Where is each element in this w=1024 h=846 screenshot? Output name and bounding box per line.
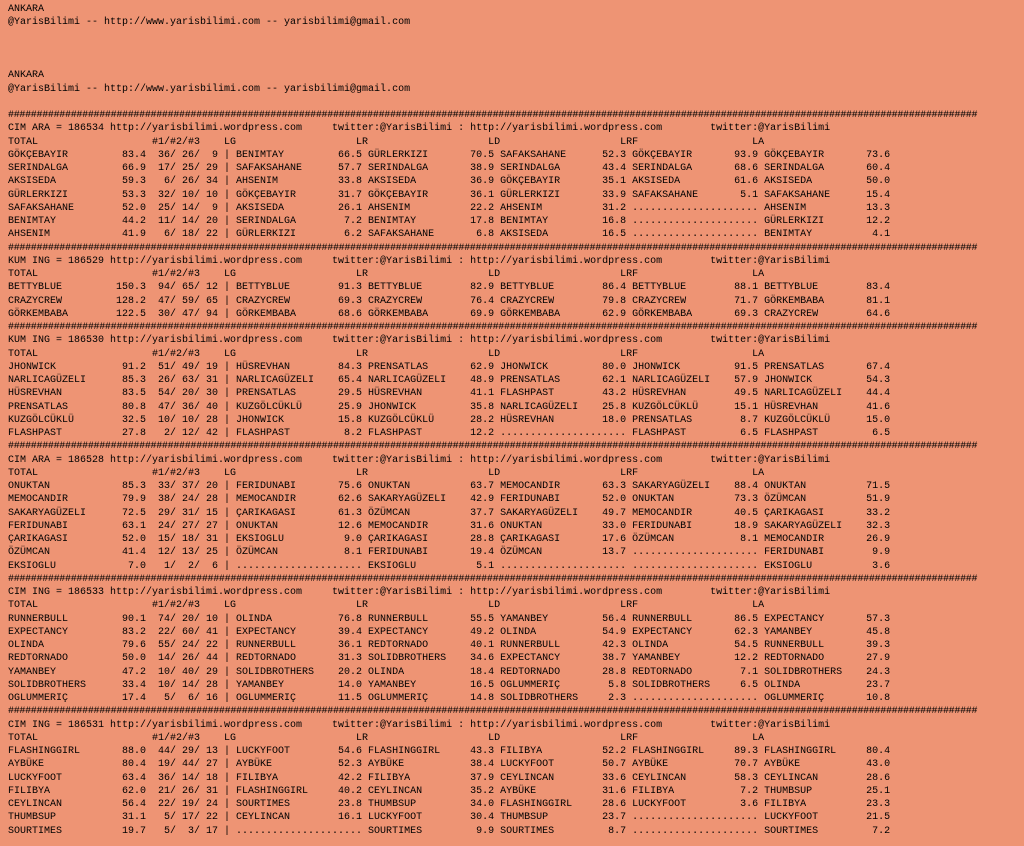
table-row: ÖZÜMCAN 41.4 12/ 13/ 25 | ÖZÜMCAN 8.1 FERIDUNABI 19.4 ÖZÜMCAN 13.7 ..................... FERIDUNABI 9.9 [8, 547, 891, 559]
table-row: CRAZYCREW 128.2 47/ 59/ 65 | CRAZYCREW 69.3 CRAZYCREW 76.4 CRAZYCREW 79.8 CRAZYCREW 71.7 GÖRKEMBABA 81.1 [8, 295, 891, 307]
table-row: CEYLINCAN 56.4 22/ 19/ 24 | SOURTIMES 23.8 THUMBSUP 34.0 FLASHINGGIRL 28.6 LUCKYFOOT 3.6 FILIBYA 23.3 [8, 799, 891, 810]
separator-line: ########################################################################################################################################################################## [8, 322, 978, 333]
text-line: ANKARA [8, 4, 45, 15]
table-row: AYBÜKE 80.4 19/ 44/ 27 | AYBÜKE 52.3 AYBÜKE 38.4 LUCKYFOOT 50.7 AYBÜKE 70.7 AYBÜKE 43.0 [8, 759, 891, 771]
table-row: BETTYBLUE 150.3 94/ 65/ 12 | BETTYBLUE 91.3 BETTYBLUE 82.9 BETTYBLUE 86.4 BETTYBLUE 88.1 BETTYBLUE 83.4 [8, 282, 891, 294]
text-line [8, 96, 1024, 109]
table-row: GÖRKEMBABA 122.5 30/ 47/ 94 | GÖRKEMBABA 68.6 GÖRKEMBABA 69.9 GÖRKEMBABA 62.9 GÖRKEMBABA 69.3 CRAZYCREW 64.6 [8, 308, 891, 320]
table-header-row: TOTAL #1/#2/#3 LG LR LD LRF LA [8, 600, 765, 612]
race-title-line: CIM ING = 186531 http://yarisbilimi.wordpress.com twitter:@YarisBilimi : http://yarisbilimi.wordpress.com twitter:@YarisBilimi [8, 719, 831, 731]
table-row: SOLIDBROTHERS 33.4 10/ 14/ 28 | YAMANBEY 14.0 YAMANBEY 16.5 OGLUMMERIÇ 5.8 SOLIDBROTHERS 6.5 OLINDA 23.7 [8, 679, 891, 691]
table-row: EKSIOGLU 7.0 1/ 2/ 6 | ..................... EKSIOGLU 5.1 ..................... ..................... EKSIOGLU 3.6 [8, 560, 891, 572]
text-line: ANKARA [8, 70, 45, 82]
table-row: MEMOCANDIR 79.9 38/ 24/ 28 | MEMOCANDIR 62.6 SAKARYAGÜZELI 42.9 FERIDUNABI 52.0 ONUKTAN 73.3 ÖZÜMCAN 51.9 [8, 494, 891, 506]
table-row: RUNNERBULL 90.1 74/ 20/ 10 | OLINDA 76.8 RUNNERBULL 55.5 YAMANBEY 56.4 RUNNERBULL 86.5 EXPECTANCY 57.3 [8, 613, 891, 625]
separator-line: ########################################################################################################################################################################## [8, 573, 978, 585]
table-row: ÇARIKAGASI 52.0 15/ 18/ 31 | EKSIOGLU 9.0 ÇARIKAGASI 28.8 ÇARIKAGASI 17.6 ÖZÜMCAN 8.1 MEMOCANDIR 26.9 [8, 534, 891, 545]
text-line [8, 43, 1024, 56]
separator-line: ########################################################################################################################################################################## [8, 110, 978, 121]
text-line [8, 30, 1024, 43]
separator-line: ########################################################################################################################################################################## [8, 242, 978, 254]
table-row: SAFAKSAHANE 52.0 25/ 14/ 9 | AKSISEDA 26.1 AHSENIM 22.2 AHSENIM 31.2 ..................... AHSENIM 13.3 [8, 202, 891, 214]
table-row: SAKARYAGÜZELI 72.5 29/ 31/ 15 | ÇARIKAGASI 61.3 ÖZÜMCAN 37.7 SAKARYAGÜZELI 49.7 MEMOCANDIR 40.5 ÇARIKAGASI 33.2 [8, 507, 891, 519]
table-row: THUMBSUP 31.1 5/ 17/ 22 | CEYLINCAN 16.1 LUCKYFOOT 30.4 THUMBSUP 23.7 ..................... LUCKYFOOT 21.5 [8, 812, 891, 824]
race-title-line: CIM ARA = 186528 http://yarisbilimi.wordpress.com twitter:@YarisBilimi : http://yarisbilimi.wordpress.com twitter:@YarisBilimi [8, 454, 831, 466]
table-header-row: TOTAL #1/#2/#3 LG LR LD LRF LA [8, 467, 765, 479]
text-line [8, 56, 1024, 69]
table-header-row: TOTAL #1/#2/#3 LG LR LD LRF LA [8, 348, 765, 360]
separator-line: ########################################################################################################################################################################## [8, 706, 978, 718]
table-row: GÜRLERKIZI 53.3 32/ 10/ 10 | GÖKÇEBAYIR 31.7 GÖKÇEBAYIR 36.1 GÜRLERKIZI 33.9 SAFAKSAHANE 5.1 SAFAKSAHANE 15.4 [8, 189, 891, 201]
table-row: KUZGÖLCÜKLÜ 32.5 10/ 10/ 28 | JHONWICK 15.8 KUZGÖLCÜKLÜ 28.2 HÜSREVHAN 18.0 PRENSATLAS 8.7 KUZGÖLCÜKLÜ 15.0 [8, 414, 891, 426]
table-row: AHSENIM 41.9 6/ 18/ 22 | GÜRLERKIZI 6.2 SAFAKSAHANE 6.8 AKSISEDA 16.5 ..................... BENIMTAY 4.1 [8, 229, 891, 241]
race-title-line: CIM ARA = 186534 http://yarisbilimi.wordpress.com twitter:@YarisBilimi : http://yarisbilimi.wordpress.com twitter:@YarisBilimi [8, 123, 831, 135]
table-row: FILIBYA 62.0 21/ 26/ 31 | FLASHINGGIRL 40.2 CEYLINCAN 35.2 AYBÜKE 31.6 FILIBYA 7.2 THUMBSUP 25.1 [8, 785, 891, 797]
race-title-line: KUM ING = 186530 http://yarisbilimi.wordpress.com twitter:@YarisBilimi : http://yarisbilimi.wordpress.com twitter:@YarisBilimi [8, 335, 831, 347]
table-header-row: TOTAL #1/#2/#3 LG LR LD LRF LA [8, 732, 765, 744]
table-row: SERINDALGA 66.9 17/ 25/ 29 | SAFAKSAHANE 57.7 SERINDALGA 38.9 SERINDALGA 43.4 SERINDALGA 68.6 SERINDALGA 60.4 [8, 163, 891, 174]
table-row: YAMANBEY 47.2 10/ 40/ 29 | SOLIDBROTHERS 20.2 OLINDA 18.4 REDTORNADO 28.8 REDTORNADO 7.1 SOLIDBROTHERS 24.3 [8, 666, 891, 678]
table-row: REDTORNADO 50.0 14/ 26/ 44 | REDTORNADO 31.3 SOLIDBROTHERS 34.6 EXPECTANCY 38.7 YAMANBEY 12.2 REDTORNADO 27.9 [8, 653, 891, 665]
table-row: NARLICAGÜZELI 85.3 26/ 63/ 31 | NARLICAGÜZELI 65.4 NARLICAGÜZELI 48.9 PRENSATLAS 62.1 NARLICAGÜZELI 57.9 JHONWICK 54.3 [8, 375, 891, 386]
table-row: AKSISEDA 59.3 6/ 26/ 34 | AHSENIM 33.8 AKSISEDA 36.9 GÖKÇEBAYIR 35.1 AKSISEDA 61.6 AKSISEDA 50.0 [8, 176, 891, 188]
table-row: ONUKTAN 85.3 33/ 37/ 20 | FERIDUNABI 75.6 ONUKTAN 63.7 MEMOCANDIR 63.3 SAKARYAGÜZELI 88.4 ONUKTAN 71.5 [8, 481, 891, 492]
table-row: OLINDA 79.6 55/ 24/ 22 | RUNNERBULL 36.1 REDTORNADO 40.1 RUNNERBULL 42.3 OLINDA 54.5 RUNNERBULL 39.3 [8, 640, 891, 651]
table-row: FLASHPAST 27.8 2/ 12/ 42 | FLASHPAST 8.2 FLASHPAST 12.2 ..................... FLASHPAST 6.5 FLASHPAST 6.5 [8, 428, 891, 439]
separator-line: ########################################################################################################################################################################## [8, 441, 978, 453]
table-row: SOURTIMES 19.7 5/ 3/ 17 | ..................... SOURTIMES 9.9 SOURTIMES 8.7 ..................... SOURTIMES 7.2 [8, 825, 891, 837]
race-title-line: KUM ING = 186529 http://yarisbilimi.wordpress.com twitter:@YarisBilimi : http://yarisbilimi.wordpress.com twitter:@YarisBilimi [8, 255, 831, 267]
table-row: PRENSATLAS 80.8 47/ 36/ 40 | KUZGÖLCÜKLÜ 25.9 JHONWICK 35.8 NARLICAGÜZELI 25.8 KUZGÖLCÜKLÜ 15.1 HÜSREVHAN 41.6 [8, 401, 891, 413]
table-row: OGLUMMERIÇ 17.4 5/ 6/ 16 | OGLUMMERIÇ 11.5 OGLUMMERIÇ 14.8 SOLIDBROTHERS 2.3 ..................... OGLUMMERIÇ 10.8 [8, 693, 891, 704]
table-row: EXPECTANCY 83.2 22/ 60/ 41 | EXPECTANCY 39.4 EXPECTANCY 49.2 OLINDA 54.9 EXPECTANCY 62.3 YAMANBEY 45.8 [8, 626, 891, 638]
contact-line: @YarisBilimi -- http://www.yarisbilimi.com -- yarisbilimi@gmail.com [8, 83, 411, 95]
table-row: FERIDUNABI 63.1 24/ 27/ 27 | ONUKTAN 12.6 MEMOCANDIR 31.6 ONUKTAN 33.0 FERIDUNABI 18.9 SAKARYAGÜZELI 32.3 [8, 520, 891, 532]
table-row: HÜSREVHAN 83.5 54/ 20/ 30 | PRENSATLAS 29.5 HÜSREVHAN 41.1 FLASHPAST 43.2 HÜSREVHAN 49.5 NARLICAGÜZELI 44.4 [8, 388, 891, 400]
race-title-line: CIM ING = 186533 http://yarisbilimi.wordpress.com twitter:@YarisBilimi : http://yarisbilimi.wordpress.com twitter:@YarisBilimi [8, 587, 831, 598]
table-header-row: TOTAL #1/#2/#3 LG LR LD LRF LA [8, 136, 765, 148]
contact-line: @YarisBilimi -- http://www.yarisbilimi.com -- yarisbilimi@gmail.com [8, 17, 411, 29]
table-row: BENIMTAY 44.2 11/ 14/ 20 | SERINDALGA 7.2 BENIMTAY 17.8 BENIMTAY 16.8 ..................... GÜRLERKIZI 12.2 [8, 216, 891, 227]
table-row: GÖKÇEBAYIR 83.4 36/ 26/ 9 | BENIMTAY 66.5 GÜRLERKIZI 70.5 SAFAKSAHANE 52.3 GÖKÇEBAYIR 93.9 GÖKÇEBAYIR 73.6 [8, 149, 891, 161]
table-row: FLASHINGGIRL 88.0 44/ 29/ 13 | LUCKYFOOT 54.6 FLASHINGGIRL 43.3 FILIBYA 52.2 FLASHINGGIRL 89.3 FLASHINGGIRL 80.4 [8, 746, 891, 757]
table-header-row: TOTAL #1/#2/#3 LG LR LD LRF LA [8, 269, 765, 280]
table-row: LUCKYFOOT 63.4 36/ 14/ 18 | FILIBYA 42.2 FILIBYA 37.9 CEYLINCAN 33.6 CEYLINCAN 58.3 CEYLINCAN 28.6 [8, 772, 891, 784]
table-row: JHONWICK 91.2 51/ 49/ 19 | HÜSREVHAN 84.3 PRENSATLAS 62.9 JHONWICK 80.0 JHONWICK 91.5 PRENSATLAS 67.4 [8, 361, 891, 373]
